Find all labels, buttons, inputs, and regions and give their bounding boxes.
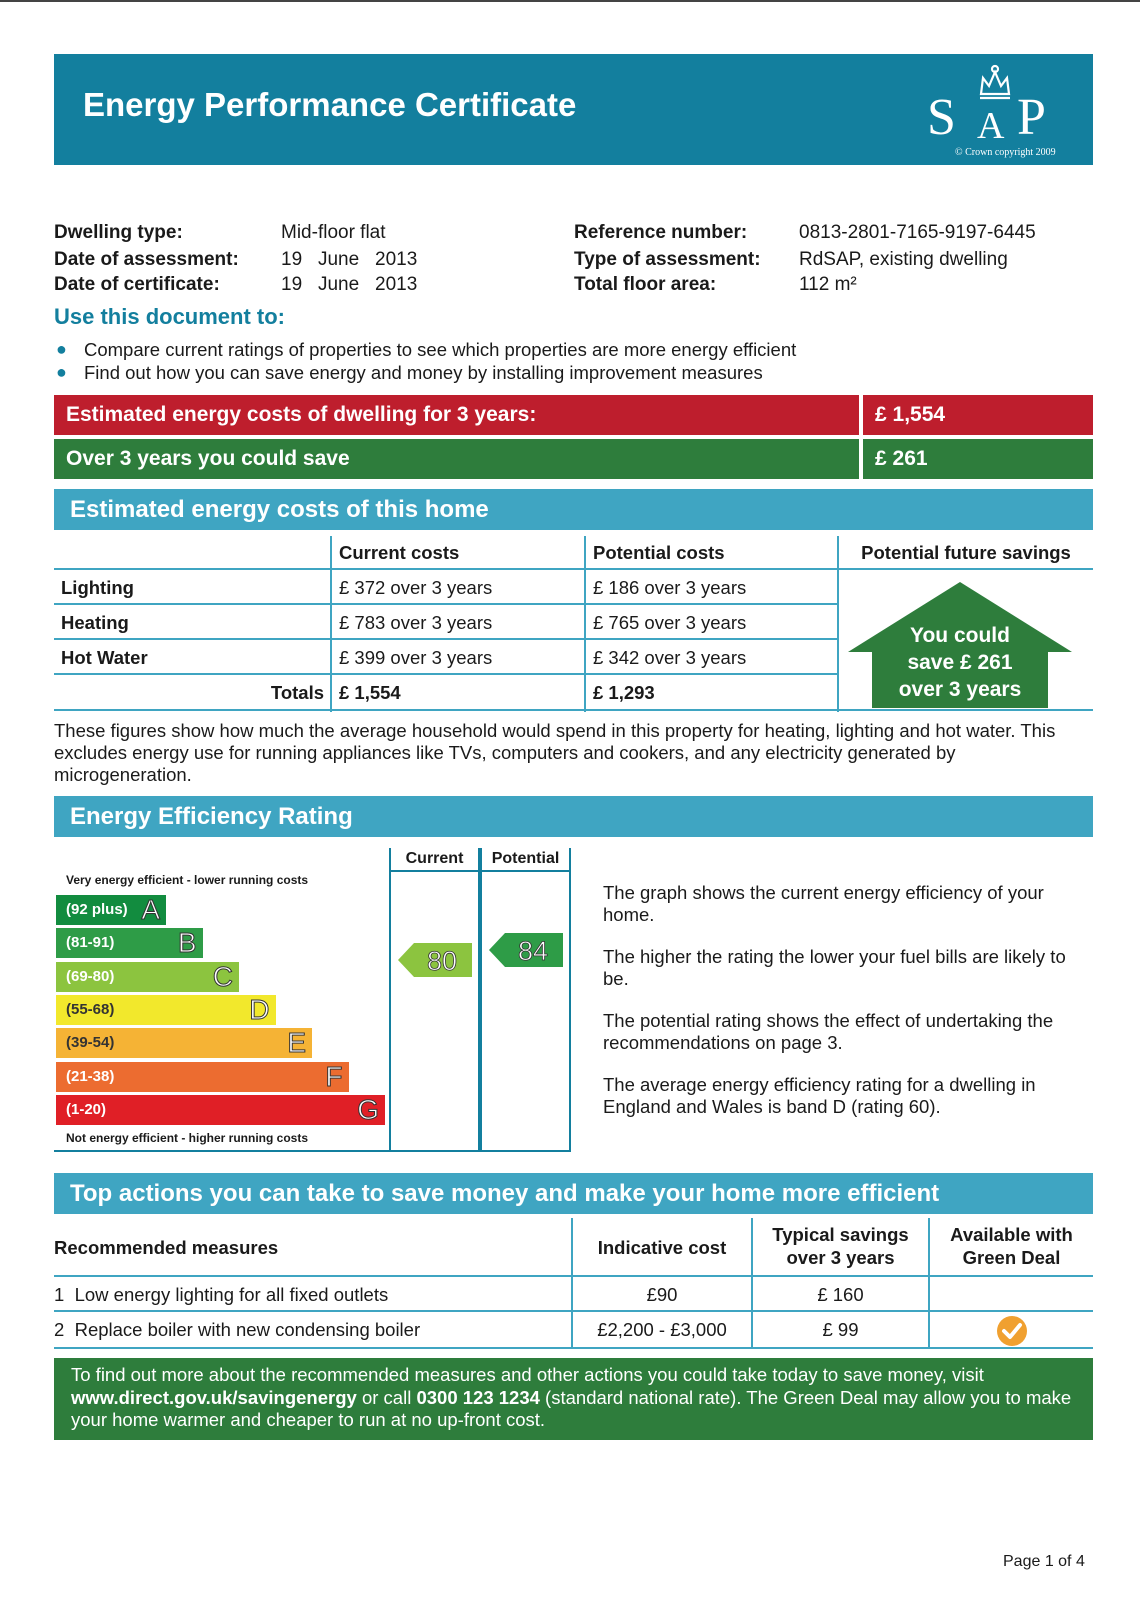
dwelling-type-label: Dwelling type: xyxy=(54,222,183,243)
header-measures: Recommended measures xyxy=(54,1237,279,1258)
header-current-costs: Current costs xyxy=(339,542,460,563)
efficiency-paragraph: The higher the rating the lower your fuel bills are likely to be. xyxy=(603,946,1066,989)
lighting-current: £ 372 over 3 years xyxy=(339,577,493,598)
measure-text: Replace boiler with new condensing boiler xyxy=(74,1319,421,1340)
house-line-3: over 3 years xyxy=(898,678,1022,701)
could-save-bar xyxy=(54,439,1093,479)
heating-potential: £ 765 over 3 years xyxy=(593,612,747,633)
hot-water-current: £ 399 over 3 years xyxy=(339,647,493,668)
eer-band-b xyxy=(56,928,203,958)
header-banner xyxy=(54,54,1093,165)
potential-column-label: Potential xyxy=(491,850,560,867)
row-divider xyxy=(54,673,839,675)
eer-band-letter: D xyxy=(249,993,270,1025)
eer-band-range: (92 plus) xyxy=(66,901,128,918)
date-certificate-label: Date of certificate: xyxy=(54,274,220,295)
savings-house-icon xyxy=(848,582,1072,708)
eer-band-letter: E xyxy=(287,1027,306,1059)
list-item-text: Find out how you can save energy and money by installing improvement measures xyxy=(84,362,763,383)
efficiency-paragraph: The graph shows the current energy efficiency of your home. xyxy=(603,882,1044,925)
table-row xyxy=(54,1284,388,1306)
floor-area-label: Total floor area: xyxy=(574,274,717,295)
eer-band-letter: C xyxy=(212,960,233,992)
header-green-deal xyxy=(930,1223,1093,1269)
heating-current: £ 783 over 3 years xyxy=(339,612,493,633)
header-potential-costs: Potential costs xyxy=(593,542,725,563)
header-typical-savings-line2: over 3 years xyxy=(786,1247,895,1268)
info-text: or call xyxy=(356,1386,417,1408)
top-rule xyxy=(0,0,1140,2)
list-item xyxy=(54,361,796,384)
estimated-cost-label: Estimated energy costs of dwelling for 3 years: xyxy=(54,395,859,435)
list-item xyxy=(54,338,796,361)
dwelling-type-value: Mid-floor flat xyxy=(281,222,386,243)
potential-rating-arrow xyxy=(489,933,565,967)
could-save-label: Over 3 years you could save xyxy=(54,439,859,479)
eer-band-range: (81-91) xyxy=(66,934,115,952)
efficiency-paragraph: The potential rating shows the effect of undertaking the recommendations on page 3. xyxy=(603,1010,1054,1053)
efficiency-paragraph: The average energy efficiency rating for a dwelling in England and Wales is band D (rating 60). xyxy=(603,1074,1036,1117)
measure-savings: £ 160 xyxy=(817,1284,864,1305)
more-info-box xyxy=(54,1358,1093,1440)
chart-frame-line xyxy=(54,1150,571,1152)
eer-band-d xyxy=(56,995,276,1025)
potential-rating-value: 84 xyxy=(517,936,549,966)
savings-link[interactable]: www.direct.gov.uk/savingenergy xyxy=(71,1386,357,1408)
efficiency-section-title: Energy Efficiency Rating xyxy=(54,796,1093,837)
lighting-potential: £ 186 over 3 years xyxy=(593,577,747,598)
page-title: Energy Performance Certificate xyxy=(83,86,577,123)
phone-number: 0300 123 1234 xyxy=(416,1386,540,1408)
eer-band-letter: F xyxy=(325,1060,343,1092)
info-text: To find out more about the recommended measures and other actions you could take today to save money, visit xyxy=(71,1364,984,1385)
bullet-icon: ● xyxy=(56,339,67,359)
header-green-deal-line2: Green Deal xyxy=(962,1247,1061,1268)
measure-savings: £ 99 xyxy=(822,1319,859,1340)
actions-table xyxy=(54,1218,1093,1350)
eer-band-f xyxy=(56,1062,349,1092)
header-indicative-cost: Indicative cost xyxy=(597,1237,727,1258)
chart-frame-line xyxy=(478,848,482,1152)
eer-band-letter: B xyxy=(177,927,197,959)
house-line-1: You could xyxy=(910,624,1010,647)
list-item-text: Compare current ratings of properties to see which properties are more energy efficient xyxy=(84,339,797,360)
page-number: Page 1 of 4 xyxy=(1003,1553,1085,1570)
eer-band-c xyxy=(56,962,239,992)
use-document-title: Use this document to: xyxy=(54,304,286,329)
top-caption: Very energy efficient - lower running costs xyxy=(66,873,309,887)
row-divider xyxy=(54,568,1093,570)
current-rating-arrow xyxy=(398,943,474,977)
eer-band-e xyxy=(56,1028,312,1058)
row-label-hot-water: Hot Water xyxy=(61,647,148,668)
logo-letter-a: A xyxy=(977,105,1005,147)
measure-text: Low energy lighting for all fixed outlets xyxy=(74,1284,389,1305)
date-assessment-label: Date of assessment: xyxy=(54,249,239,270)
reference-value: 0813-2801-7165-9197-6445 xyxy=(799,222,1036,243)
reference-label: Reference number: xyxy=(574,222,748,243)
efficiency-explanation xyxy=(603,882,1093,1118)
measure-number: 2 xyxy=(54,1319,65,1340)
costs-note: These figures show how much the average household would spend in this property for heating, lighting and hot water. This excludes energy use for running appliances like TVs, computers and cookers, and any electricity generated by microgeneration. xyxy=(54,720,1056,785)
row-divider xyxy=(54,603,839,605)
estimated-cost-value: £ 1,554 xyxy=(863,395,1093,435)
logo-letter-s: S xyxy=(927,89,956,146)
green-deal-check-icon xyxy=(996,1315,1028,1347)
current-column-label: Current xyxy=(405,850,464,867)
header-typical-savings xyxy=(753,1223,928,1269)
current-rating-value: 80 xyxy=(426,946,458,976)
row-divider xyxy=(54,638,839,640)
actions-section-title: Top actions you can take to save money and make your home more efficient xyxy=(54,1173,1093,1214)
row-label-lighting: Lighting xyxy=(61,577,134,598)
eer-band-a xyxy=(56,895,166,925)
row-divider xyxy=(54,1310,1093,1312)
eer-band-g xyxy=(56,1095,385,1125)
date-certificate-value: 19 June 2013 xyxy=(281,274,418,295)
bullet-icon: ● xyxy=(56,362,67,382)
chart-frame-line xyxy=(569,848,571,1152)
hot-water-potential: £ 342 over 3 years xyxy=(593,647,747,668)
eer-band-range: (55-68) xyxy=(66,1000,115,1018)
totals-current: £ 1,554 xyxy=(339,682,401,703)
eer-band-range: (39-54) xyxy=(66,1034,115,1052)
use-document-list xyxy=(54,338,796,384)
chart-frame-line xyxy=(389,848,391,1152)
eer-band-letter: G xyxy=(357,1093,379,1125)
logo-copyright: © Crown copyright 2009 xyxy=(955,147,1056,158)
row-divider xyxy=(54,709,1093,711)
header-future-savings: Potential future savings xyxy=(861,542,1071,563)
measure-cost: £90 xyxy=(646,1284,678,1305)
floor-area-value: 112 m² xyxy=(799,274,857,295)
chart-frame-line xyxy=(389,870,571,872)
costs-section-title: Estimated energy costs of this home xyxy=(54,489,1093,530)
eer-band-range: (1-20) xyxy=(66,1100,107,1118)
row-divider xyxy=(54,1275,1093,1277)
eer-band-range: (21-38) xyxy=(66,1067,115,1085)
bottom-caption: Not energy efficient - higher running costs xyxy=(66,1131,309,1145)
row-divider xyxy=(54,1347,1093,1349)
row-label-heating: Heating xyxy=(61,612,129,633)
totals-potential: £ 1,293 xyxy=(593,682,655,703)
info-text: (standard national rate). The Green Deal may allow you to make your home warmer and cheaper to run at no up-front cost. xyxy=(71,1386,1072,1430)
eer-band-range: (69-80) xyxy=(66,967,115,985)
header-green-deal-line1: Available with xyxy=(950,1224,1073,1245)
totals-label: Totals xyxy=(270,682,324,703)
header-typical-savings-line1: Typical savings xyxy=(772,1224,909,1245)
could-save-value: £ 261 xyxy=(863,439,1093,479)
measure-number: 1 xyxy=(54,1284,65,1305)
table-row xyxy=(54,1319,420,1341)
eer-band-letter: A xyxy=(141,894,160,925)
measure-cost: £2,200 - £3,000 xyxy=(597,1319,727,1340)
date-assessment-value: 19 June 2013 xyxy=(281,249,418,270)
logo-letter-p: P xyxy=(1017,89,1046,146)
sap-logo xyxy=(925,60,1065,160)
estimated-cost-bar xyxy=(54,395,1093,435)
house-line-2: save £ 261 xyxy=(907,651,1013,674)
type-assessment-label: Type of assessment: xyxy=(574,249,761,270)
type-assessment-value: RdSAP, existing dwelling xyxy=(799,249,1008,270)
